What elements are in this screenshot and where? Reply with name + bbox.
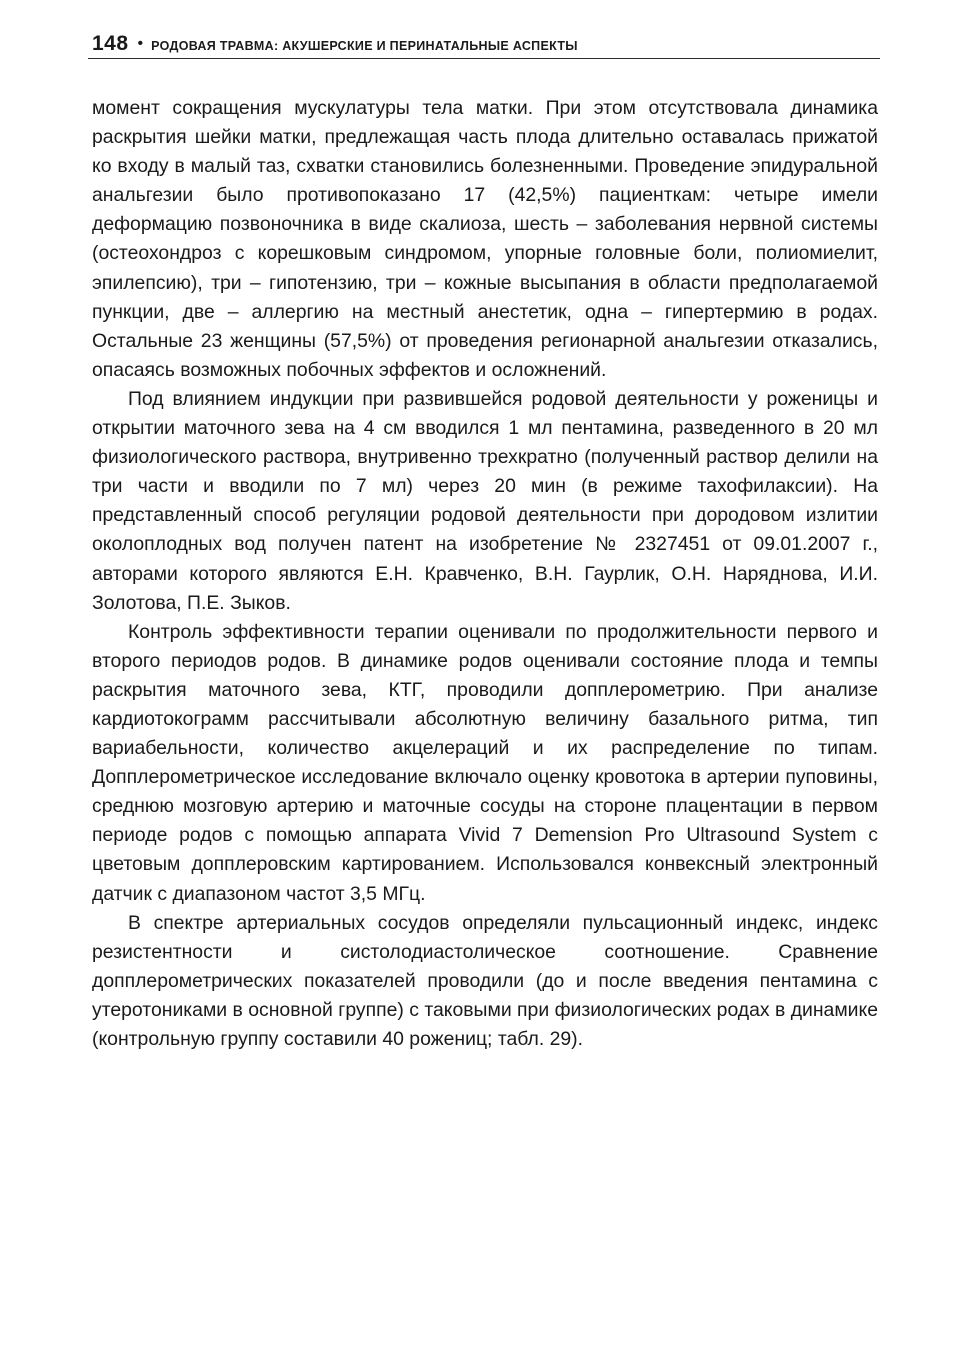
body-text [92,94,878,1054]
header-rule [88,58,880,59]
page-number: 148 [92,32,129,55]
paragraph-3: Контроль эффективности терапии оценивали по продолжительности первого и второго периодов родов. В динамике родов оценивали состояние плода и темпы раскрытия маточного зева, КТГ, проводили допплерометрию. При анализе кардиотокограмм рассчитывали абсолютную величину базального ритма, тип вариабельности, количество акцелераций и их распределение по типам. Допплерометрическое исследование включало оценку кровотока в артерии пуповины, среднюю мозговую артерию и маточные сосуды на стороне плацентации в первом периоде родов с помощью аппарата Vivid 7 Demension Pro Ultrasound System с цветовым допплеровским картированием. Использовался конвексный электронный датчик с диапазоном частот 3,5 МГц. [92,620,878,905]
running-head-title: РОДОВАЯ ТРАВМА: АКУШЕРСКИЕ И ПЕРИНАТАЛЬНЫЕ АСПЕКТЫ [151,39,578,53]
running-head [92,32,878,60]
paragraph-1: момент сокращения мускулатуры тела матки. При этом отсутствовала динамика раскрытия шейки матки, предлежащая часть плода длительно оставалась прижатой ко входу в малый таз, схватки становились болезненными. Проведение эпидуральной анальгезии было противопоказано 17 (42,5%) пациенткам: четыре имели деформацию позвоночника в виде скалиоза, шесть – заболевания нервной системы (остеохондроз с корешковым синдромом, упорные головные боли, полиомиелит, эпилепсию), три – гипотензию, три – кожные высыпания в области предполагаемой пункции, две – аллергию на местный анестетик, одна – гипертермию в родах. Остальные 23 женщины (57,5%) от проведения регионарной анальгезии отказались, опасаясь возможных побочных эффектов и осложнений. [92,97,878,381]
paragraph-2: Под влиянием индукции при развившейся родовой деятельности у роженицы и открытии маточного зева на 4 см вводился 1 мл пентамина, разведенного в 20 мл физиологического раствора, внутривенно трехкратно (полученный раствор делили на три части и вводили по 7 мл) через 20 мин (в режиме тахофилаксии). На представленный способ регуляции родовой деятельности при дородовом излитии околоплодных вод получен патент на изобретение № 2327451 от 09.01.2007 г., авторами которого являются Е.Н. Кравченко, В.Н. Гаурлик, О.Н. Наряднова, И.И. Золотова, П.Е. Зыков. [92,387,878,614]
bullet-separator: • [137,35,144,52]
paragraph-4: В спектре артериальных сосудов определяли пульсационный индекс, индекс резистентности и систолодиастолическое соотношение. Сравнение допплерометрических показателей проводили (до и после введения пентамина с утеротониками в основной группе) с таковыми при физиологических родах в динамике (контрольную группу составили 40 рожениц; табл. 29). [92,911,878,1050]
